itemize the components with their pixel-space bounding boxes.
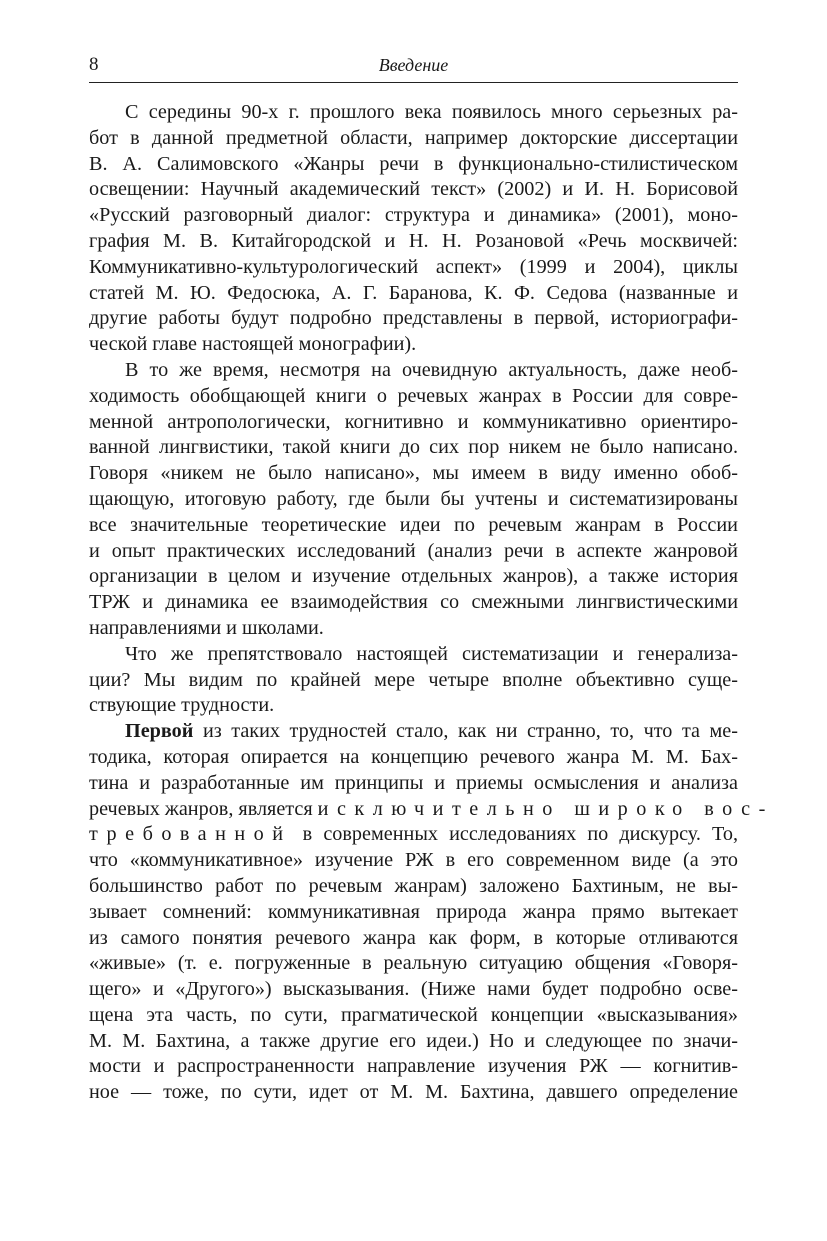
text-line: другие работы будут подробно представлены в первой, историографи-: [89, 307, 738, 330]
text-line: тина и разработанные им принципы и приемы осмысления и анализа: [89, 771, 738, 794]
spaced-emphasis: исключительно широко вос-: [317, 797, 774, 820]
text-run: речевых жанров, является: [89, 797, 318, 820]
text-line: Говоря «никем не было написано», мы имеем в виду именно обоб-: [89, 462, 738, 485]
text-line: [89, 797, 774, 823]
text-line: [89, 822, 738, 848]
spaced-emphasis: требованной: [89, 823, 292, 846]
paragraph-1: [89, 100, 738, 358]
text-line: освещении: Научный академический текст» (2002) и И. Н. Борисовой: [89, 178, 738, 201]
text-line: большинство работ по речевым жанрам) заложено Бахтиным, не вы-: [89, 874, 738, 897]
text-line: мости и распространенности направление изучения РЖ — когнитив-: [89, 1055, 738, 1078]
text-line: из самого понятия речевого жанра как форм, в которые отливаются: [89, 926, 738, 949]
paragraph-4: [89, 719, 774, 1106]
text-line: что «коммуникативное» изучение РЖ в его современном виде (а это: [89, 849, 738, 872]
text-line: ходимость обобщающей книги о речевых жанрах в России для совре-: [89, 384, 738, 407]
text-line: организации в целом и изучение отдельных жанров), а также история: [89, 565, 738, 588]
section-title: Введение: [378, 55, 449, 75]
running-header: [89, 54, 738, 83]
text-run: из таких трудностей стало, как ни странно, то, что та ме-: [193, 720, 738, 743]
text-line: ное — тоже, по сути, идет от М. М. Бахтина, давшего определение: [89, 1081, 738, 1104]
text-line: направлениями и школами.: [89, 616, 324, 639]
paragraph-2: [89, 358, 738, 642]
text-line: В. А. Салимовского «Жанры речи в функционально-стилистическом: [89, 152, 738, 175]
text-line: М. М. Бахтина, а также другие его идеи.) Но и следующее по значи-: [89, 1029, 738, 1052]
emphasis-first: Первой: [125, 720, 194, 743]
text-line: щена эта часть, по сути, прагматической концепции «высказывания»: [89, 1003, 738, 1026]
text-line: статей М. Ю. Федосюка, А. Г. Баранова, К. Ф. Седова (названные и: [89, 281, 738, 304]
text-line: [89, 719, 738, 745]
text-line: «Русский разговорный диалог: структура и динамика» (2001), моно-: [89, 204, 738, 227]
text-line: щего» и «Другого») высказывания. (Ниже нами будет подробно осве-: [89, 978, 738, 1001]
text-line: графия М. В. Китайгородской и Н. Н. Розановой «Речь москвичей:: [89, 229, 738, 252]
page-number: 8: [89, 54, 99, 75]
paragraph-3: [89, 642, 738, 719]
text-run: в современных исследованиях по дискурсу. То,: [291, 823, 738, 846]
text-line: ствующие трудности.: [89, 694, 275, 717]
text-line: Коммуникативно-культурологический аспект» (1999 и 2004), циклы: [89, 255, 738, 278]
text-line: С середины 90-х г. прошлого века появилось много серьезных ра-: [125, 101, 738, 123]
text-line: щающую, итоговую работу, где были бы учтены и систематизированы: [89, 487, 738, 510]
text-line: ческой главе настоящей монографии).: [89, 333, 417, 356]
text-line: тодика, которая опирается на концепцию речевого жанра М. М. Бах-: [89, 745, 738, 768]
text-line: и опыт практических исследований (анализ речи в аспекте жанровой: [89, 539, 738, 562]
text-line: Что же препятствовало настоящей систематизации и генерализа-: [125, 642, 738, 665]
text-line: менной антропологически, когнитивно и коммуникативно ориентиро-: [89, 410, 738, 433]
text-line: зывает сомнений: коммуникативная природа жанра прямо вытекает: [89, 900, 738, 923]
text-line: «живые» (т. е. погруженные в реальную ситуацию общения «Говоря-: [89, 952, 738, 975]
text-line: ции? Мы видим по крайней мере четыре вполне объективно суще-: [89, 668, 738, 691]
text-line: бот в данной предметной области, например докторские диссертации: [89, 126, 738, 149]
text-line: В то же время, несмотря на очевидную актуальность, даже необ-: [125, 358, 738, 381]
body-text: [89, 100, 774, 1106]
text-line: ванной лингвистики, такой книги до сих пор никем не было написано.: [89, 436, 738, 459]
text-line: ТРЖ и динамика ее взаимодействия со смежными лингвистическими: [89, 591, 738, 614]
text-line: все значительные теоретические идеи по речевым жанрам в России: [89, 513, 738, 536]
